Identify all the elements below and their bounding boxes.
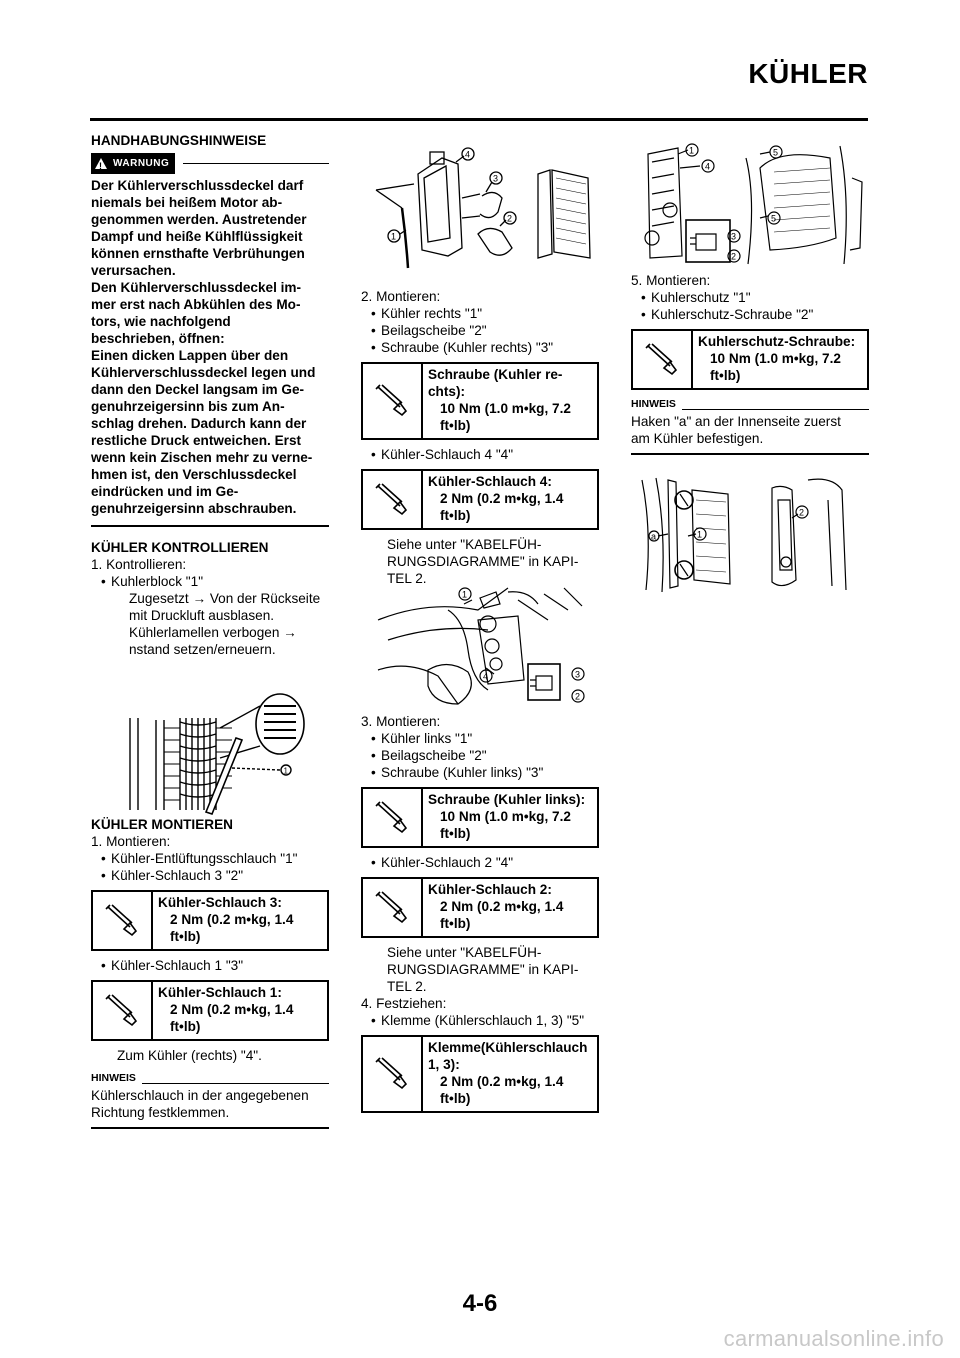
warning-label: WARNUNG (113, 158, 170, 169)
torque-name: Kühler-Schlauch 4: (428, 474, 552, 489)
left-column (91, 132, 329, 658)
hose-item: • Kühler-Schlauch 2 "4" (371, 854, 599, 871)
torque-text (693, 331, 867, 388)
note-rule (142, 1083, 329, 1084)
torque-value: ft•lb) (170, 1019, 201, 1034)
torque-box (631, 329, 869, 390)
torque-name: Kühler-Schlauch 2: (428, 882, 552, 897)
torque-box (361, 362, 599, 440)
left-column-lower (91, 816, 329, 1129)
torque-value: 2 Nm (0.2 m•kg, 1.4 (440, 1074, 564, 1089)
warning-line: genuhrzeigersinn bis zum An- (91, 399, 285, 414)
wrench-icon (93, 892, 153, 949)
warning-rule (183, 163, 329, 164)
torque-value: ft•lb) (440, 916, 471, 931)
note-line: Kühlerschlauch in der angegebenen (91, 1088, 309, 1103)
note-line: Haken "a" an der Innenseite zuerst (631, 414, 841, 429)
check-line: Kühlerlamellen verbogen → (129, 625, 297, 640)
warning-line: beschrieben, öffnen: (91, 331, 225, 346)
install-item: • Kühler-Schlauch 3 "2" (101, 867, 329, 884)
warning-line: Kühlerverschlussdeckel legen und (91, 365, 316, 380)
figure-label: 2 (799, 507, 805, 518)
torque-box (91, 980, 329, 1041)
warning-line: mer erst nach Abkühlen des Mo- (91, 297, 301, 312)
check-line: Zugesetzt → Von der Rückseite (129, 591, 321, 606)
handling-heading: HANDHABUNGSHINWEISE (91, 133, 267, 148)
note-end-rule (631, 453, 869, 455)
note-header (631, 396, 869, 413)
left-radiator-figure (368, 580, 598, 710)
radiator-core-figure (120, 688, 320, 816)
warning-line: restliche Druck entweichen. Erst (91, 433, 302, 448)
step4-item: • Klemme (Kühlerschlauch 1, 3) "5" (371, 1012, 599, 1029)
install-item: • Kühler-Schlauch 1 "3" (101, 957, 329, 974)
title-rule (90, 118, 868, 121)
torque-value: ft•lb) (440, 508, 471, 523)
guard-hook-figure (632, 470, 868, 596)
wrench-icon (633, 331, 693, 388)
torque-name: Klemme(Kühlerschlauch (428, 1040, 588, 1055)
figure-label: 4 (483, 671, 489, 682)
torque-value: 2 Nm (0.2 m•kg, 1.4 (170, 1002, 294, 1017)
torque-box (91, 890, 329, 951)
torque-text (153, 982, 327, 1039)
torque-text (423, 1037, 597, 1111)
torque-name: Kuhlerschutz-Schraube: (698, 334, 856, 349)
check-heading: KÜHLER KONTROLLIEREN (91, 540, 269, 555)
torque-text (423, 879, 597, 936)
check-item: • Kuhlerblock "1" (101, 573, 329, 590)
warning-line: eindrücken und im Ge- (91, 484, 239, 499)
step4: 4. Festziehen: (361, 996, 447, 1011)
torque-value: 10 Nm (1.0 m•kg, 7.2 (440, 809, 571, 824)
see-reference: TEL 2. (387, 571, 427, 586)
warning-line: Dampf und heiße Kühlflüssigkeit (91, 229, 303, 244)
torque-box (361, 877, 599, 938)
torque-name: Kühler-Schlauch 3: (158, 895, 282, 910)
torque-value: ft•lb) (440, 826, 471, 841)
figure-label: a (651, 531, 657, 542)
check-line: mit Druckluft ausblasen. (129, 608, 275, 623)
wrench-icon (363, 364, 423, 438)
figure-label: 3 (731, 231, 737, 242)
warning-line: schlag drehen. Dadurch kann der (91, 416, 307, 431)
warning-end-rule (91, 525, 329, 527)
torque-value: 2 Nm (0.2 m•kg, 1.4 (440, 899, 564, 914)
warning-line: hmen ist, den Verschlussdeckel (91, 467, 297, 482)
wrench-icon (363, 879, 423, 936)
torque-value: ft•lb) (170, 929, 201, 944)
step2-item: • Kühler rechts "1" (371, 305, 599, 322)
see-reference: Siehe unter "KABELFÜH- (387, 537, 542, 552)
step2: 2. Montieren: (361, 289, 441, 304)
see-reference: RUNGSDIAGRAMME" in KAPI- (387, 962, 579, 977)
step5-item: • Kuhlerschutz "1" (641, 289, 869, 306)
torque-value: ft•lb) (440, 418, 471, 433)
check-line: nstand setzen/erneuern. (129, 642, 276, 657)
torque-box (361, 787, 599, 848)
warning-line: genommen werden. Austretender (91, 212, 307, 227)
figure-label: 3 (575, 669, 581, 680)
torque-name: Schraube (Kuhler re- (428, 367, 563, 382)
radiator-hoses-figure (362, 138, 602, 278)
step3-item: • Beilagscheibe "2" (371, 747, 599, 764)
note-label: HINWEIS (631, 398, 676, 410)
figure-label: 5 (773, 147, 779, 158)
warning-line: verursachen. (91, 263, 176, 278)
torque-name: chts): (428, 384, 466, 399)
wrench-icon (363, 471, 423, 528)
hose-item: • Kühler-Schlauch 4 "4" (371, 446, 599, 463)
warning-icon (95, 158, 107, 169)
torque-text (423, 364, 597, 438)
check-step: 1. Kontrollieren: (91, 557, 187, 572)
torque-value: 10 Nm (1.0 m•kg, 7.2 (440, 401, 571, 416)
note-header (91, 1070, 329, 1087)
figure-label: 1 (689, 145, 695, 156)
right-column (631, 272, 869, 455)
note-label: HINWEIS (91, 1072, 136, 1084)
torque-value: 10 Nm (1.0 m•kg, 7.2 (710, 351, 841, 366)
figure-label: 3 (493, 173, 499, 184)
warning-badge (91, 153, 175, 174)
warning-line: Der Kühlerverschlussdeckel darf (91, 178, 304, 193)
warning-line: Den Kühlerverschlussdeckel im- (91, 280, 302, 295)
install-step: 1. Montieren: (91, 834, 171, 849)
figure-label: 5 (771, 213, 777, 224)
figure-label: 1 (462, 589, 468, 600)
torque-name: 1, 3): (428, 1057, 460, 1072)
see-reference: TEL 2. (387, 979, 427, 994)
figure-label: 1 (697, 529, 703, 540)
page-title: KÜHLER (748, 58, 868, 89)
wrench-icon (363, 789, 423, 846)
radiator-guard-figure (630, 138, 870, 268)
middle-column-lower (361, 713, 599, 1119)
torque-box (361, 1035, 599, 1113)
figure-label: 2 (731, 251, 737, 262)
torque-text (423, 471, 597, 528)
figure-label: 1 (283, 766, 288, 776)
figure-label: 4 (465, 149, 471, 160)
wrench-icon (363, 1037, 423, 1111)
figure-label: 2 (507, 213, 513, 224)
torque-name: Kühler-Schlauch 1: (158, 985, 282, 1000)
warning-line: dann den Deckel langsam im Ge- (91, 382, 305, 397)
warning-line: niemals bei heißem Motor ab- (91, 195, 283, 210)
torque-text (153, 892, 327, 949)
note-end-rule (91, 1127, 329, 1129)
torque-box (361, 469, 599, 530)
step3: 3. Montieren: (361, 714, 441, 729)
note-line: am Kühler befestigen. (631, 431, 764, 446)
see-reference: RUNGSDIAGRAMME" in KAPI- (387, 554, 579, 569)
torque-name: Schraube (Kuhler links): (428, 792, 586, 807)
warning-line: genuhrzeigersinn abschrauben. (91, 501, 297, 516)
figure-label: 2 (575, 691, 581, 702)
install-heading: KÜHLER MONTIEREN (91, 817, 233, 832)
step3-item: • Kühler links "1" (371, 730, 599, 747)
step5-item: • Kuhlerschutz-Schraube "2" (641, 306, 869, 323)
torque-text (423, 789, 597, 846)
see-reference: Siehe unter "KABELFÜH- (387, 945, 542, 960)
warning-line: können ernsthafte Verbrühungen (91, 246, 305, 261)
warning-line: tors, wie nachfolgend (91, 314, 231, 329)
figure-label: 1 (391, 231, 397, 242)
step3-item: • Schraube (Kuhler links) "3" (371, 764, 599, 781)
torque-value: 2 Nm (0.2 m•kg, 1.4 (170, 912, 294, 927)
step2-item: • Schraube (Kuhler rechts) "3" (371, 339, 599, 356)
torque-value: ft•lb) (440, 1091, 471, 1106)
step5: 5. Montieren: (631, 273, 711, 288)
figure-label: 4 (705, 161, 711, 172)
page-number: 4-6 (462, 1290, 498, 1317)
step2-item: • Beilagscheibe "2" (371, 322, 599, 339)
install-item: • Kühler-Entlüftungsschlauch "1" (101, 850, 329, 867)
warning-header (91, 153, 329, 174)
warning-line: wenn kein Zischen mehr zu verne- (91, 450, 313, 465)
torque-value: 2 Nm (0.2 m•kg, 1.4 (440, 491, 564, 506)
to-radiator-text: Zum Kühler (rechts) "4". (117, 1048, 262, 1063)
wrench-icon (93, 982, 153, 1039)
footer-url[interactable]: carmanualsonline.info (723, 1326, 944, 1351)
note-line: Richtung festklemmen. (91, 1105, 230, 1120)
torque-value: ft•lb) (710, 368, 741, 383)
warning-text (91, 177, 329, 517)
middle-column (361, 288, 599, 587)
warning-line: Einen dicken Lappen über den (91, 348, 289, 363)
note-rule (682, 409, 869, 410)
